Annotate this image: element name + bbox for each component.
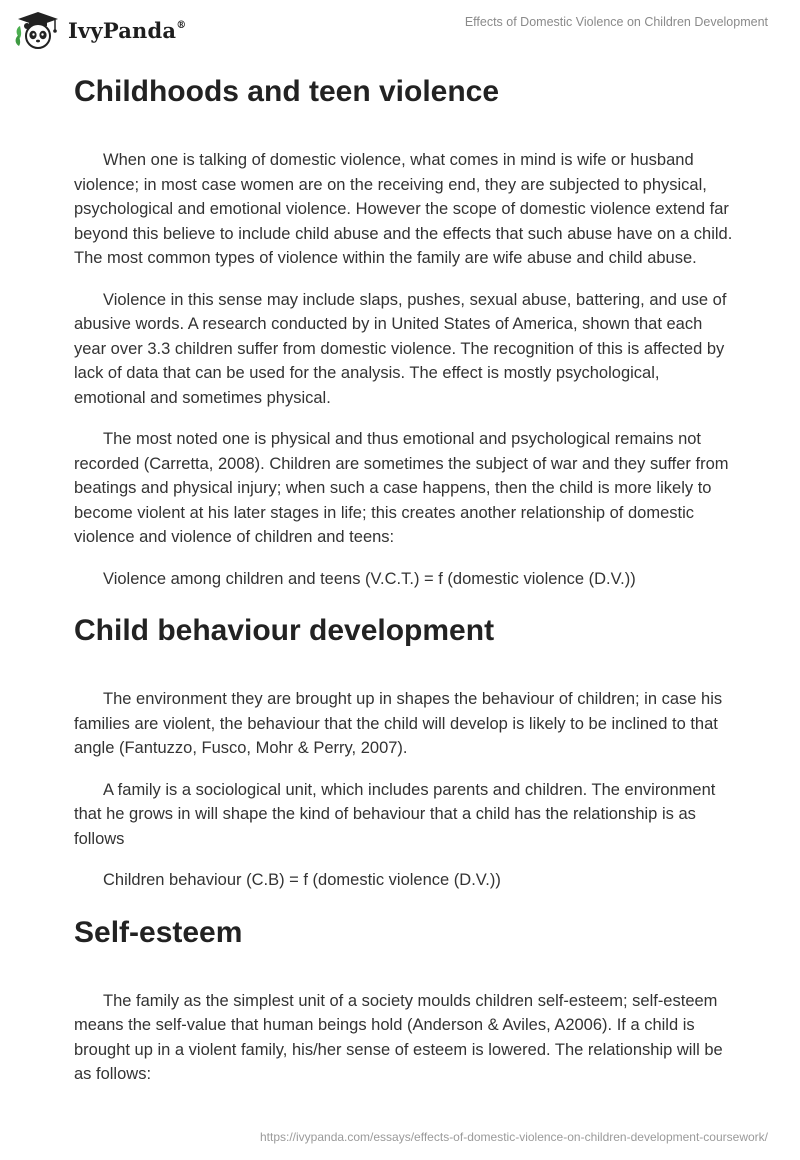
section-heading: Childhoods and teen violence [74, 75, 500, 108]
paragraph: The environment they are brought up in shapes the behaviour of children; in case his families are violent, the behaviour that the child will develop is likely to be inclined to that angle (Fantuzzo, Fusco, Mohr & Perry, 2007). [74, 690, 723, 757]
paragraph: Violence in this sense may include slaps, pushes, sexual abuse, battering, and use of abusive words. A research conducted by in United States of America, shown that each year over 3.3 children suffer from domestic violence. The recognition of this is affected by lack of data that can be used for the analysis. The effect is mostly psychological, emotional and sometimes physical. [74, 290, 727, 407]
panda-mascot-icon [14, 10, 62, 50]
paragraph: The family as the simplest unit of a society moulds children self-esteem; self-esteem means the self-value that human beings hold (Anderson & Aviles, A2006). If a child is brought up in a violent family, his/her sense of esteem is lowered. The relationship will be as follows: [74, 991, 723, 1083]
document-title: Effects of Domestic Violence on Children Development [464, 15, 768, 29]
paragraph: A family is a sociological unit, which includes parents and children. The environment that he grows in will shape the kind of behaviour that a child has the relationship is as follows [74, 780, 716, 848]
page-header [0, 0, 800, 60]
section-heading: Self-esteem [74, 915, 243, 949]
source-url[interactable]: https://ivypanda.com/essays/effects-of-domestic-violence-on-children-development-coursework/ [259, 1130, 768, 1144]
formula-line: Children behaviour (C.B) = f (domestic violence (D.V.)) [103, 871, 501, 889]
brand-name: IvyPanda® [68, 17, 187, 43]
article-body [74, 66, 734, 1087]
ivypanda-logo[interactable] [14, 8, 186, 52]
paragraph: When one is talking of domestic violence, what comes in mind is wife or husband violence; in most case women are on the receiving end, they are subjected to physical, psychological and emotional violence. However the scope of domestic violence extend far beyond this believe to include child abuse and the effects that such abuse have on a child. The most common types of violence within the family are wife abuse and child abuse. [74, 151, 733, 267]
section-heading: Child behaviour development [74, 614, 495, 647]
formula-line: Violence among children and teens (V.C.T.) = f (domestic violence (D.V.)) [103, 569, 636, 588]
paragraph: The most noted one is physical and thus emotional and psychological remains not recorded (Carretta, 2008). Children are sometimes the subject of war and they suffer from beatings and physical injury; when such a case happens, then the child is more likely to become violent at his later stages in life; this creates another relationship of domestic violence and violence of children and teens: [74, 430, 729, 546]
